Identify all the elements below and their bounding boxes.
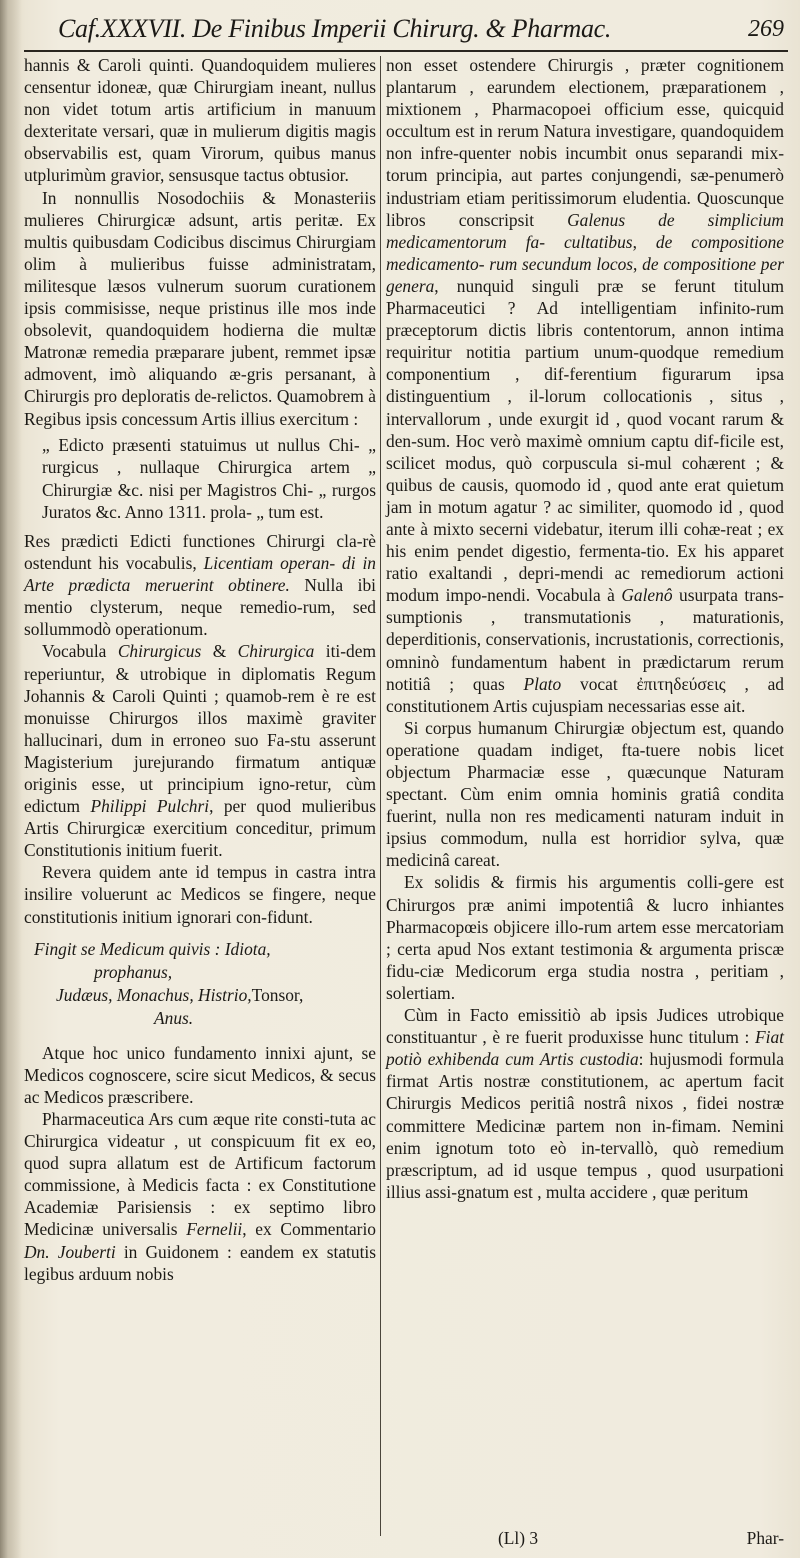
text-run: Vocabula: [42, 641, 107, 662]
paragraph: Atque hoc unico fundamento innixi ajunt, se Medicos cognoscere, scire sicut Medicos, & secus ac Medicos præscribere.: [24, 1042, 376, 1107]
paragraph: [386, 1004, 784, 1203]
edict-quote: „ Edicto præsenti statuimus ut nullus Chi- „ rurgicus , nullaque Chirurgica artem „ Chirurgiæ &c. nisi per Magistros Chi- „ rurgos Juratos &c. Anno 1311. prola- „ tum est.: [42, 434, 376, 523]
text-run: , ex Commentario: [242, 1219, 377, 1240]
italic-run: Philippi Pulchri: [90, 796, 210, 817]
italic-run: Chirurgica: [237, 641, 315, 662]
italic-run: Licentiam operan- di in Arte prædicta meruerint obtinere.: [24, 553, 376, 596]
verse-line: Fingit se Medicum quivis : Idiota,: [34, 938, 271, 959]
paragraph: [24, 530, 376, 640]
binding-gutter: [0, 0, 22, 1558]
italic-run: Galenô: [621, 585, 673, 606]
text-run: ,: [633, 253, 638, 274]
text-run: vocat ἐπιτηδεύσεις , ad constitutionem Artis cujuspiam necessarias esse ait.: [386, 673, 784, 716]
text-run: ,: [632, 231, 637, 252]
paragraph: In nonnullis Nosodochiis & Monasteriis mulieres Chirurgicæ adsunt, artis peritæ. Ex multis quibusdam Codicibus discimus Chirurgiam olim à mulieribus fuisse administratam, militesque læsos vulnerum suorum curationem ipsis commisisse, neque pristinus ille mos inde obsolevit, quandoquidem hodierna die multæ Matronæ remedia præparare jubent, remmet ipsæ admovent, imò aliquando æ-gris persanant, à Chirurgis pro deploratis de-relictos. Quamobrem à Regibus ipsis concessum Artis illius exercitum :: [24, 187, 376, 429]
verse-quote: [34, 938, 376, 1030]
text-run: Res prædicti Edicti functiones Chirurgi cla-rè ostendunt his vocabulis,: [24, 530, 376, 574]
verse-line: [34, 984, 376, 1007]
italic-run: Plato: [523, 673, 562, 694]
catchword: Phar-: [746, 1528, 784, 1548]
paragraph: [24, 640, 376, 861]
verse-line: prophanus,: [94, 961, 173, 982]
page-footer: [470, 1528, 784, 1552]
text-run: Nulla ibi mentio clysterum, neque remedio-rum, sed sollummodò operationum.: [24, 575, 377, 640]
signature-mark: (Ll) 3: [498, 1528, 539, 1548]
running-header: [58, 12, 786, 52]
text-run: usurpata trans-sumptionis , transmutationis , maturationis, deperditionis, conservationis, incrustationis, correctionis, omninò fundamentum habent in prædictarum rerum notitiâ ; quas: [386, 585, 784, 694]
text-run: Cùm in Facto emissitiò ab ipsis Judices utrobique constituantur , è re fuerit produxisse hunc titulum :: [386, 1005, 784, 1048]
text-run: : hujusmodi formula firmat Artis nostræ constitutionem, ac apertum facit Chirurgis Medicos peritiâ nostrâ nixos , fidei nostræ committere Medicinæ partem non in-fimam. Nemini enim ignotum toto eò in-tervallò, quò remedium præscriptum, ad id usque tempus , quod usurpationi illius assi-gnatum est , multa accidere , quæ peritum: [386, 1049, 784, 1202]
text-run: &: [212, 641, 227, 662]
right-column: [386, 54, 784, 1203]
paragraph: [24, 1108, 376, 1285]
italic-run: de compositione per genera: [386, 253, 784, 296]
paragraph: Si corpus humanum Chirurgiæ objectum est, quando operatione quadam indiget, fta-tuere nobis licet objectum Pharmaciæ esse , quæcunque Naturam spectant. Cùm enim omnia hominis gratiâ condita fuerint, nulla non res medicamenti naturam induit in ipsius commodum, nulla est horridior sylva, quæ medicinâ careat.: [386, 717, 784, 871]
paragraph: hannis & Caroli quinti. Quandoquidem mulieres censentur idoneæ, quæ Chirurgiam ineant, nullus non videt totum artis artificium in manuum dexteritate versari, quæ in mulierum digitis magis observabilis est, quam Virorum, quibus manus utplurimùm gravior, sensusque tactus obtusior.: [24, 55, 376, 186]
text-run: , per quod mulieribus Artis Chirurgicæ exercitium conceditur, primum Constitutionis initium fuerit.: [24, 796, 377, 861]
italic-run: Galenus de simplicium medicamentorum fa- cultatibus: [386, 209, 784, 252]
italic-run: Fernelii: [186, 1219, 243, 1240]
italic-run: de compositione medicamento- rum secundum locos: [386, 231, 784, 274]
verse-line: Anus.: [154, 1007, 194, 1028]
paragraph: Revera quidem ante id tempus in castra intra insilire voluerunt ac Medicos se fingere, neque constitutionis initium ignorari con-fidunt.: [24, 862, 376, 927]
text-run: Pharmaceutica Ars cum æque rite consti-tuta ac Chirurgica videatur , ut conspicuum fit ex eo, quod supra allatum est de Artificum factorum commissione, à Medicis facta : ex Constitutione Academiæ Parisiensis : ex septimo libro Medicinæ universalis: [24, 1108, 376, 1240]
paragraph: Ex solidis & firmis his argumentis colli-gere est Chirurgos præ animi impotentiâ & lucro inhiantes Pharmacopœis objicere illo-rum artem esse mercatoriam ; certa apud Nos extant testimonia & argumenta priscæ fidu-ciæ Medicorum erga studia nostra , peritiam , solertiam.: [386, 872, 784, 1003]
paragraph: [386, 54, 784, 717]
text-run: iti-dem reperiuntur, & utrobique in diplomatis Regum Johannis & Caroli Quinti ; quamob-rem è re est monuisse Chirurgos illos maximè graviter hallucinari, dum in erroneo suo Fa-stu asserunt Magisterium jurejurando firmatum antiquæ originis esse, ut principium igno-retur, cùm edictum: [24, 641, 376, 817]
running-title: Caf.XXXVII. De Finibus Imperii Chirurg. & Pharmac.: [58, 14, 612, 43]
left-column: [24, 54, 376, 1285]
italic-run: Chirurgicus: [117, 641, 202, 662]
header-rule: [24, 50, 788, 52]
text-run: in Guidonem : eandem ex statutis legibus arduum nobis: [24, 1241, 377, 1284]
column-divider: [380, 56, 381, 1536]
italic-run: Judæus, Monachus, Histrio,: [56, 984, 252, 1005]
text-run: non esset ostendere Chirurgis , præter cognitionem plantarum , earundem electionem, præparationem , mixtionem , Pharmacopoei officium esse, quicquid occultum est in rerum Natura investigare, quandoquidem non infre-quenter nobis incumbit onus separandi mix-torum principia, aut partes conjungendi, sæ-penumerò industriam etiam peritissimorum eludentia. Quoscunque libros conscripsit: [386, 55, 784, 230]
text-run: Tonsor,: [251, 984, 304, 1005]
italic-run: Dn. Jouberti: [24, 1241, 116, 1262]
page-number: 269: [748, 16, 784, 42]
italic-run: Fiat potiò exhibenda cum Artis custodia: [386, 1027, 784, 1070]
text-run: , nunquid singuli præ se ferunt titulum Pharmaceutici ? Ad intelligentiam infinito-rum præceptorum dictis libris contentorum, annon intima requiritur notitia partium unum-quodque remedium componentium , dif-ferentium figurarum ipsa distinguentium , il-lorum collocationis , situs , intervallorum , unde exurgit id , quod vocant rarum & den-sum. Hoc verò maximè omnium captu dif-ficile est, scilicet modus, quò corpuscula si-mul cohærent ; & quibus de causis, quomodo id , quod ante erat quietum jam in motum agatur ? ac similiter, quomodo id , quod ante à mixto secerni videbatur, iterum illi cohæ-reat ; ex his enim pendet digestio, fermenta-tio. Ex his apparet ratio exaltandi , depri-mendi ac remediorum actioni modum impo-nendi. Vocabula à: [386, 275, 784, 606]
